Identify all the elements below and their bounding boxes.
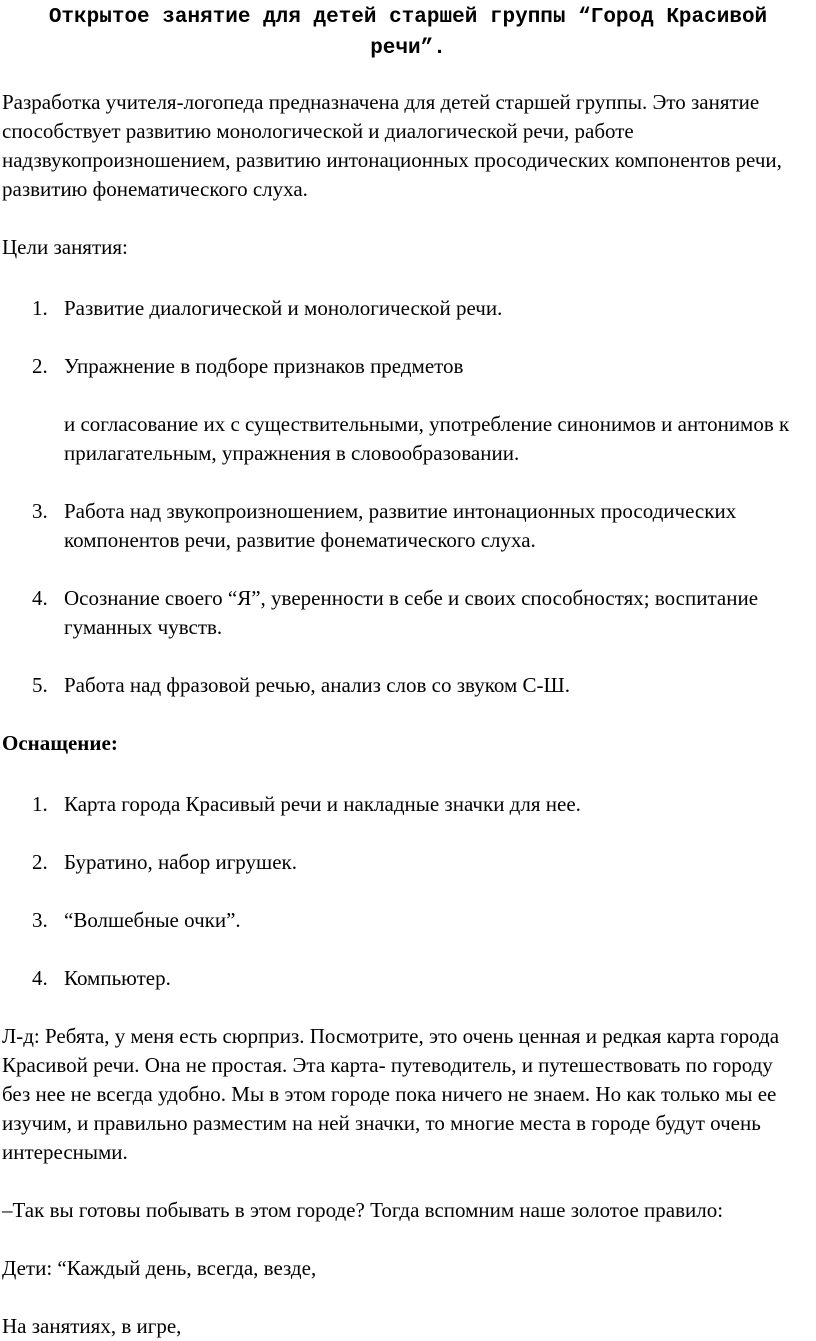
equipment-heading: Оснащение:: [2, 731, 118, 755]
list-item: [2, 584, 806, 642]
list-item-text: Осознание своего “Я”, уверенности в себе и своих способностях; воспитание гуманных чувств.: [64, 586, 759, 639]
list-item-text: Работа над звукопроизношением, развитие интонационных просодических компонентов речи, развитие фонематического слуха.: [64, 499, 737, 552]
list-item-text: “Волшебные очки”.: [64, 908, 241, 932]
document-title: Открытое занятие для детей старшей группы “Город Красивой речи”.: [48, 6, 768, 60]
list-item-text: Буратино, набор игрушек.: [64, 850, 297, 874]
list-number: 5.: [32, 673, 48, 697]
list-item-text: Компьютер.: [64, 966, 171, 990]
list-number: 2.: [32, 850, 48, 874]
goals-heading: Цели занятия:: [2, 235, 128, 259]
body-paragraph: На занятиях, в игре,: [2, 1314, 182, 1338]
list-item-text: Развитие диалогической и монологической речи.: [64, 296, 503, 320]
list-number: 2.: [32, 354, 48, 378]
goals-list: [2, 294, 806, 700]
list-item: [2, 671, 806, 700]
equipment-list: [2, 790, 806, 993]
list-number: 4.: [32, 966, 48, 990]
list-item: [2, 497, 806, 555]
list-number: 4.: [32, 586, 48, 610]
list-item: [2, 906, 806, 935]
list-item: [2, 790, 806, 819]
list-number: 1.: [32, 296, 48, 320]
list-item-text: Упражнение в подборе признаков предметов: [64, 354, 464, 378]
list-item: [2, 294, 806, 323]
list-item-continuation: [2, 410, 806, 468]
body-paragraph: Л-д: Ребята, у меня есть сюрприз. Посмотрите, это очень ценная и редкая карта города Красивой речи. Она не простая. Эта карта- путеводитель, и путешествовать по городу без нее не всегда удобно. Мы в этом городе пока ничего не знаем. Но как только мы ее изучим, и правильно разместим на ней значки, то многие места в городе будут очень интересными.: [2, 1024, 780, 1164]
body-paragraph: –Так вы готовы побывать в этом городе? Тогда вспомним наше золотое правило:: [2, 1198, 724, 1222]
intro-paragraph: Разработка учителя-логопеда предназначена для детей старшей группы. Это занятие способствует развитию монологической и диалогической речи, работе надзвукопроизношением, развитию интонационных просодических компонентов речи, развитию фонематического слуха.: [2, 90, 782, 201]
list-number: 3.: [32, 499, 48, 523]
list-item-text: Работа над фразовой речью, анализ слов со звуком С-Ш.: [64, 673, 570, 697]
list-item: [2, 848, 806, 877]
list-number: 3.: [32, 908, 48, 932]
list-number: 1.: [32, 792, 48, 816]
list-item-text: и согласование их с существительными, употребление синонимов и антонимов к прилагательным, упражнения в словообразовании.: [64, 412, 790, 465]
body-paragraph: Дети: “Каждый день, всегда, везде,: [2, 1256, 317, 1280]
list-item: [2, 352, 806, 381]
list-item: [2, 964, 806, 993]
list-item-text: Карта города Красивый речи и накладные значки для нее.: [64, 792, 581, 816]
